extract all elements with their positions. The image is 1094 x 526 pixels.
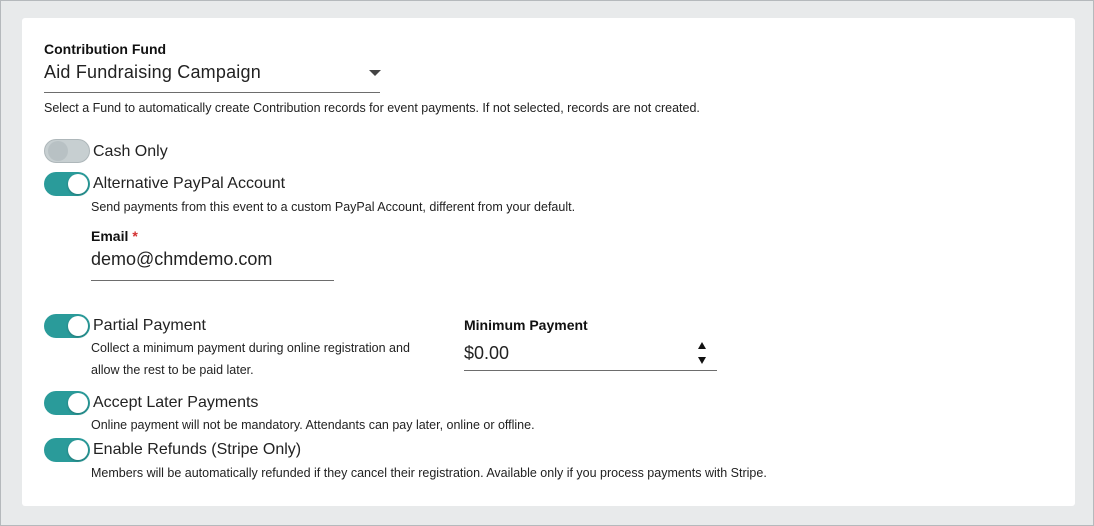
partial-payment-toggle[interactable] [44, 314, 90, 338]
input-underline [91, 280, 334, 281]
email-input[interactable] [91, 246, 334, 282]
minimum-payment-label: Minimum Payment [464, 317, 588, 333]
toggle-knob [48, 141, 68, 161]
required-asterisk: * [132, 228, 138, 244]
partial-payment-helper-line2: allow the rest to be paid later. [91, 363, 254, 377]
alt-paypal-toggle[interactable] [44, 172, 90, 196]
refunds-helper: Members will be automatically refunded if they cancel their registration. Available only if you process payments with Stripe. [91, 466, 767, 480]
refunds-toggle[interactable] [44, 438, 90, 462]
contribution-fund-helper: Select a Fund to automatically create Contribution records for event payments. If not selected, records are not created. [44, 101, 700, 115]
payment-settings-card [22, 18, 1075, 506]
cash-only-label: Cash Only [93, 143, 168, 160]
minimum-payment-input[interactable] [464, 336, 717, 372]
toggle-knob [68, 316, 88, 336]
cash-only-toggle[interactable] [44, 139, 90, 163]
partial-payment-helper-line1: Collect a minimum payment during online registration and [91, 341, 410, 355]
later-payments-toggle[interactable] [44, 391, 90, 415]
contribution-fund-select[interactable] [44, 60, 380, 94]
input-underline [464, 370, 717, 371]
contribution-fund-value: Aid Fundraising Campaign [44, 62, 261, 82]
refunds-label: Enable Refunds (Stripe Only) [93, 441, 302, 458]
minimum-payment-value: $0.00 [464, 343, 510, 363]
alt-paypal-helper: Send payments from this event to a custom PayPal Account, different from your default. [91, 200, 576, 214]
toggle-knob [68, 440, 88, 460]
email-label [91, 228, 138, 244]
email-label-text: Email [91, 228, 129, 244]
decrement-arrow-icon[interactable] [698, 357, 706, 364]
toggle-knob [68, 174, 88, 194]
chevron-down-icon [369, 70, 381, 76]
toggle-knob [68, 393, 88, 413]
later-payments-helper: Online payment will not be mandatory. Attendants can pay later, online or offline. [91, 418, 535, 432]
increment-arrow-icon[interactable] [698, 342, 706, 349]
later-payments-label: Accept Later Payments [93, 394, 259, 411]
alt-paypal-label: Alternative PayPal Account [93, 175, 286, 192]
select-underline [44, 92, 380, 93]
email-value: demo@chmdemo.com [91, 249, 273, 269]
contribution-fund-label: Contribution Fund [44, 41, 167, 57]
partial-payment-label: Partial Payment [93, 317, 206, 334]
